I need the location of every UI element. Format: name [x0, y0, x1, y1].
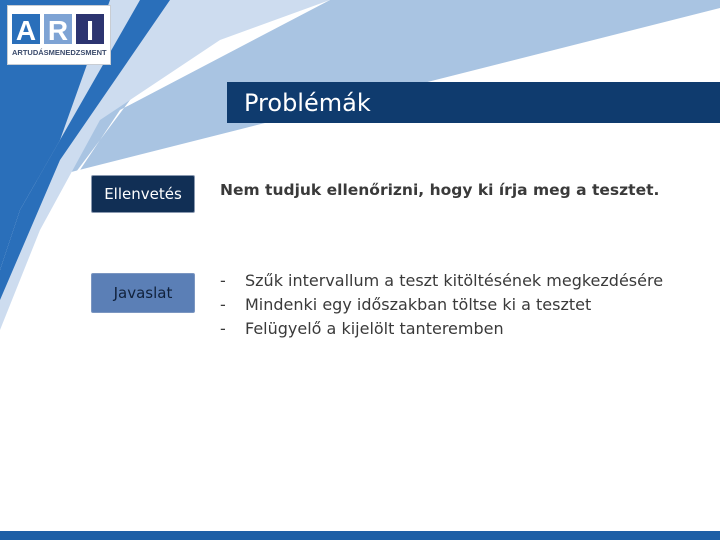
logo-mark — [8, 6, 112, 66]
bullet-marker: - — [220, 295, 226, 314]
bullet-marker: - — [220, 271, 226, 290]
list-item-text: Szűk intervallum a teszt kitöltésének megkezdésére — [245, 271, 664, 290]
list-item — [220, 317, 663, 341]
logo-letter-i: I — [86, 15, 94, 46]
logo-caption: ARTUDÁSMENEDZSMENT — [12, 48, 107, 57]
bullet-marker: - — [220, 319, 226, 338]
bottom-strip — [0, 531, 720, 540]
logo-letter-r: R — [47, 15, 69, 46]
logo — [7, 5, 111, 65]
list-item — [220, 293, 663, 317]
proposal-label: Javaslat — [91, 273, 195, 313]
list-item-text: Mindenki egy időszakban töltse ki a tesztet — [245, 295, 592, 314]
problem-statement: Nem tudjuk ellenőrizni, hogy ki írja meg a tesztet. — [220, 181, 660, 199]
logo-letter-a: A — [15, 15, 37, 46]
proposal-list — [220, 269, 663, 341]
list-item — [220, 269, 663, 293]
problem-label: Ellenvetés — [91, 175, 195, 213]
list-item-text: Felügyelő a kijelölt tanteremben — [245, 319, 504, 338]
slide-title: Problémák — [244, 89, 371, 117]
